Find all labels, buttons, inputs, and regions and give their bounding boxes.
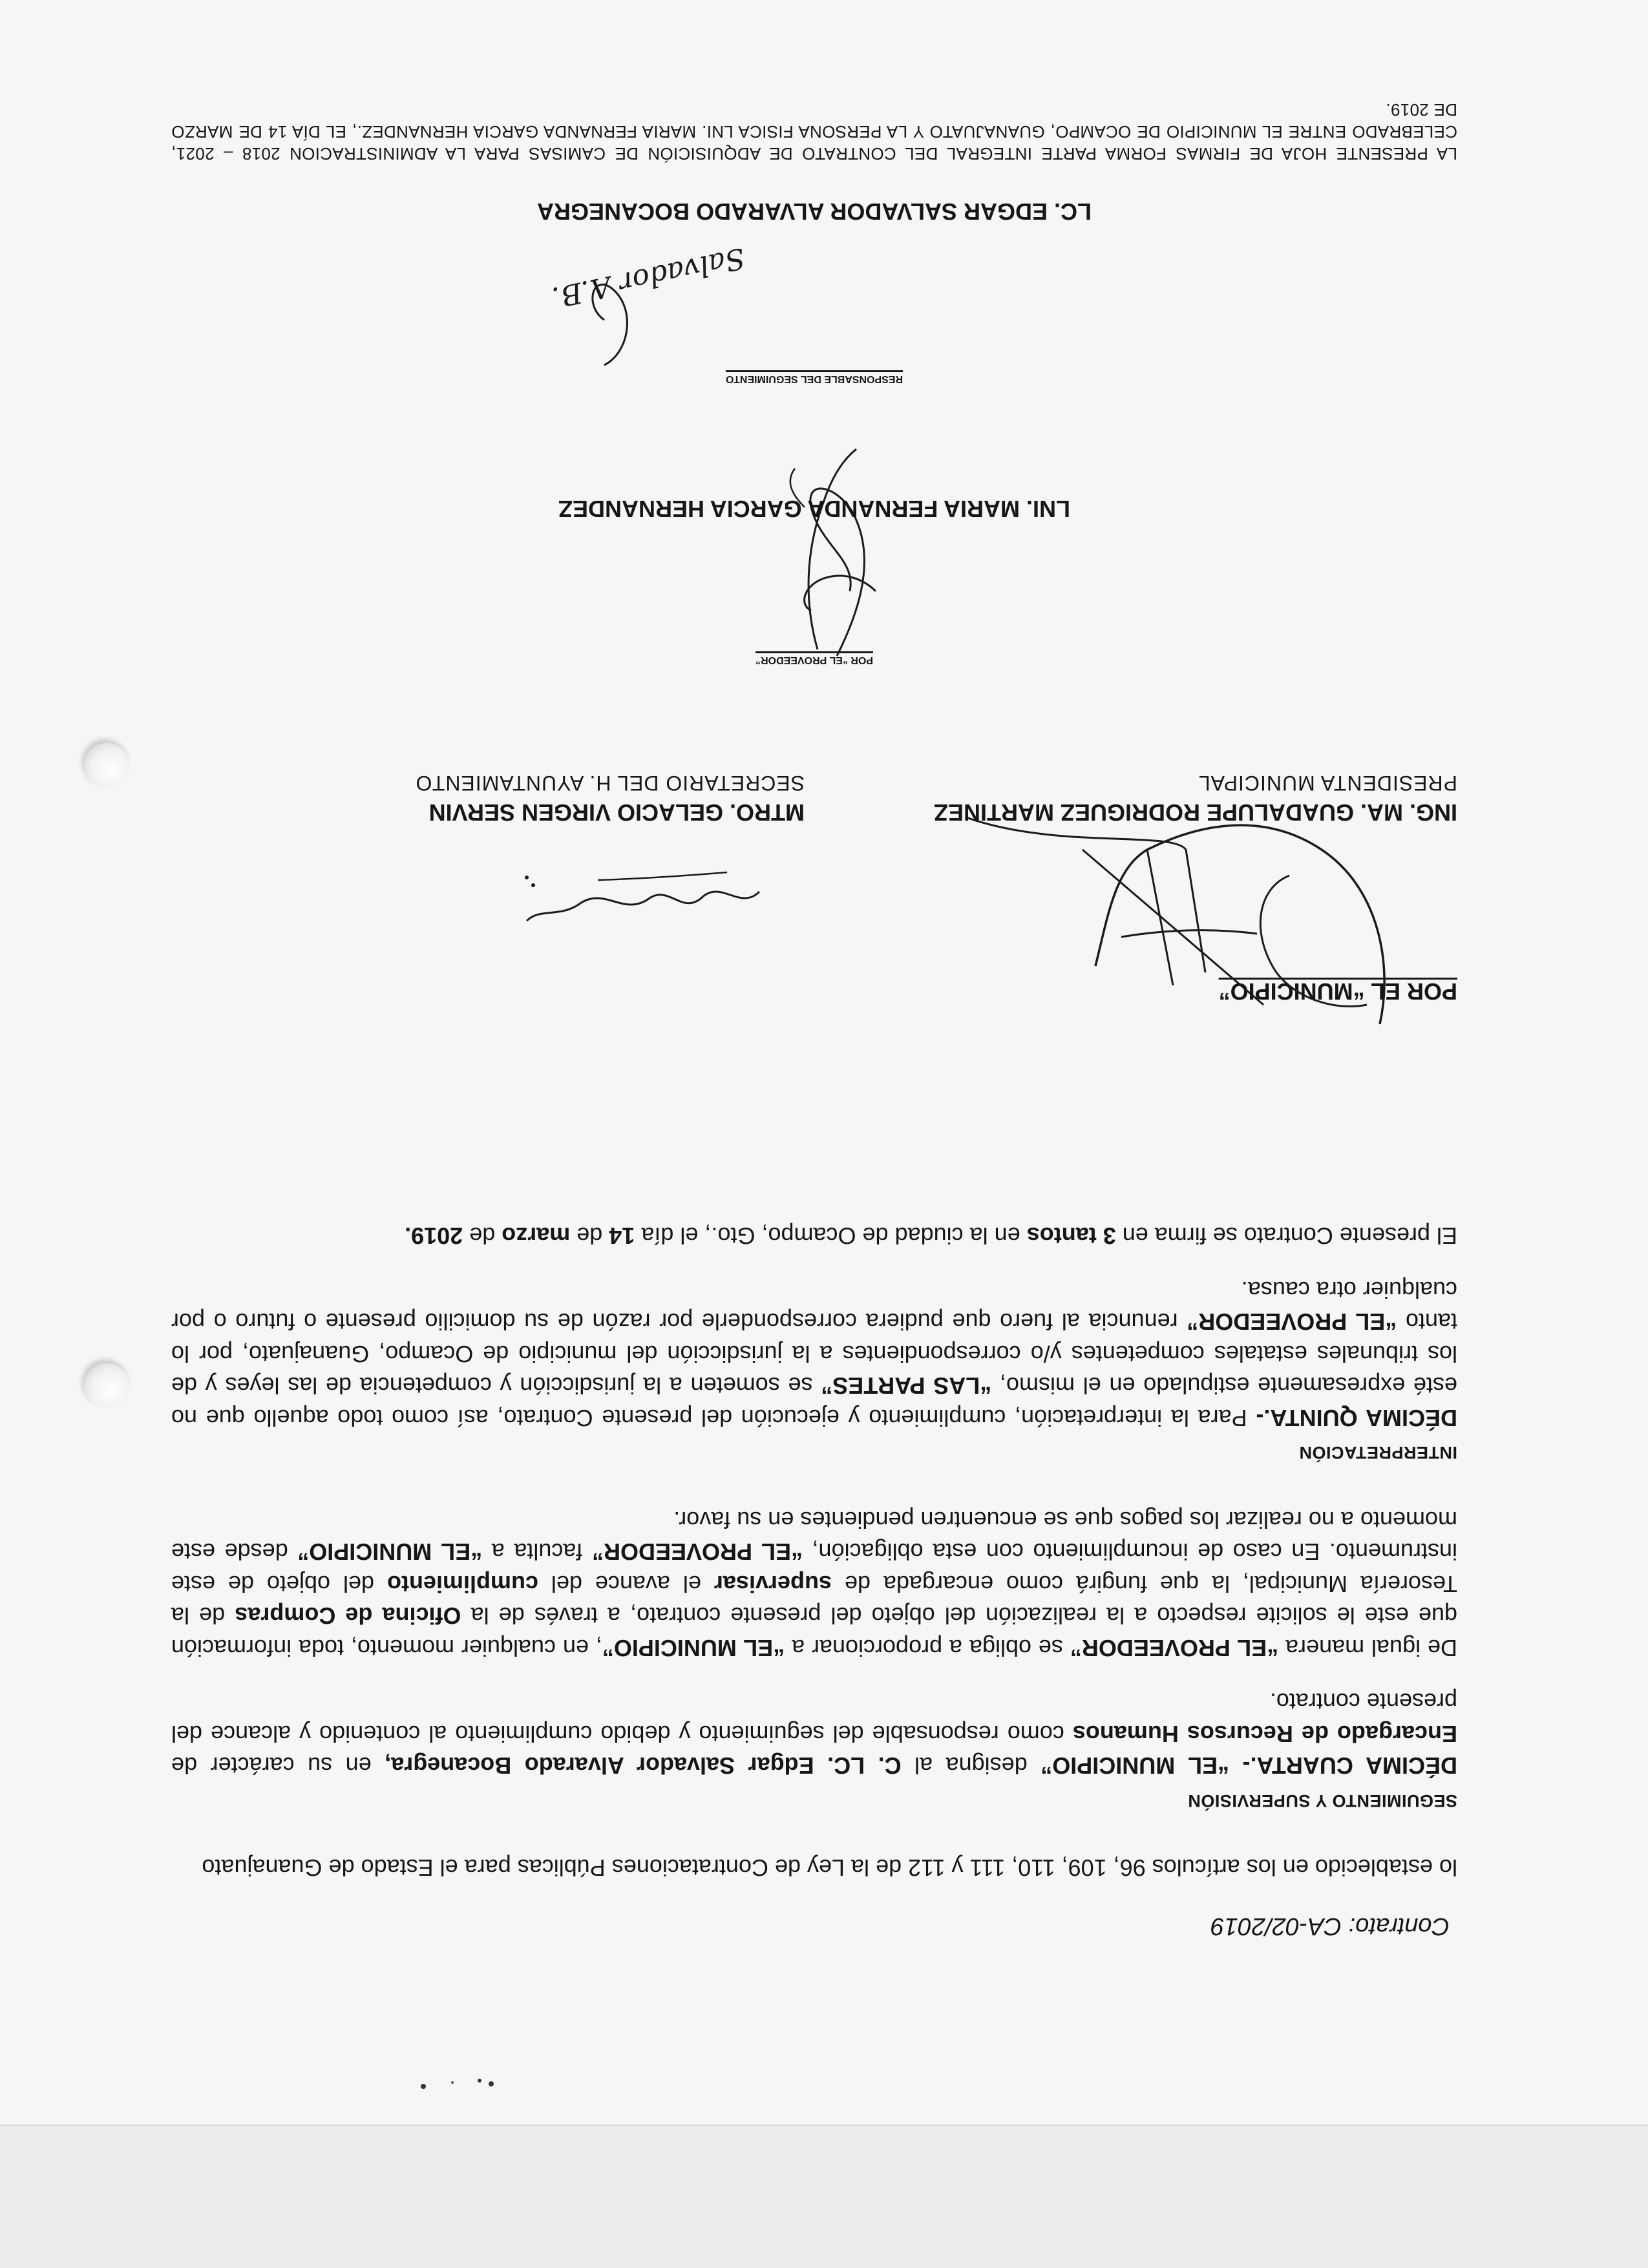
text: , en cualquier momento, toda información que este le solicite respecto a la realización del objeto del presente contrato, a través de la: [171, 1602, 1457, 1661]
text: el avance del: [538, 1571, 714, 1597]
closing-paragraph: [171, 1220, 1457, 1252]
punch-hole-lower: [84, 743, 129, 788]
text: renuncia al fuero que pudiera corresponderle por razón de su domicilio presente o futuro o por cualquier otra causa.: [171, 1277, 1457, 1336]
presidenta-name: ING. MA. GUADALUPE RODRIGUEZ MARTINEZ: [934, 799, 1457, 826]
signature-section: [171, 36, 1457, 1005]
party-municipio: “EL MUNICIPIO”: [602, 1635, 785, 1661]
month: marzo: [502, 1223, 571, 1250]
section-14-heading: SEGUIMIENTO Y SUPERVISIÓN: [1187, 1791, 1457, 1811]
proveedor-signature-header: POR “EL PROVEEDOR”: [755, 655, 873, 666]
presidenta-block: [818, 769, 1457, 827]
year: 2019.: [405, 1223, 463, 1250]
section-15-heading: INTERPRETACIÓN: [1298, 1443, 1457, 1463]
clause-14-lead: DÉCIMA CUARTA.- “EL MUNICIPIO”: [1041, 1752, 1457, 1780]
section-15-paragraph: [171, 1274, 1457, 1434]
intro-paragraph: lo establecido en los artículos 96, 109, 110, 111 y 112 de la Ley de Contrataciones Públicas para el Estado de Guanajuato: [202, 1854, 1457, 1882]
copies-count: 3 tantos: [1026, 1223, 1116, 1250]
oficina-compras: Oficina de Compras: [235, 1602, 461, 1630]
text: de la Tesorería Municipal, la que fungirá como encargada de: [171, 1571, 1457, 1630]
party-municipio: “EL MUNICIPIO”: [297, 1538, 483, 1566]
municipio-signature-header: POR EL “MUNICIPIO”: [1218, 978, 1457, 1005]
responsable-name: LC. EDGAR SALVADOR ALVARADO BOCANEGRA: [537, 198, 1092, 225]
text: de: [463, 1223, 502, 1250]
text: en la ciudad de Ocampo, Gto., el día: [635, 1223, 1027, 1250]
presidenta-role: PRESIDENTA MUNICIPAL: [1198, 772, 1457, 795]
responsable-signature-header: RESPONSABLE DEL SEGUIMIENTO: [725, 373, 903, 384]
party-proveedor: “EL PROVEEDOR”: [591, 1538, 803, 1566]
secretario-name: MTRO. GELACIO VIRGEN SERVIN: [428, 799, 805, 826]
section-14-paragraph-2: [171, 1504, 1457, 1664]
day: 14: [609, 1223, 635, 1250]
signature-page-footnote: LA PRESENTE HOJA DE FIRMAS FORMA PARTE INTEGRAL DEL CONTRATO DE ADQUISICIÓN DE CAMISAS PARA LA ADMINISTRACION 2018 – 2021, CELEBRADO ENTRE EL MUNICIPIO DE OCAMPO, GUANAJUATO Y LA PERSONA FISICA LNI. MARIA FERNANDA GARCIA HERNANDEZ., EL DÍA 14 DE MARZO DE 2019.: [171, 100, 1457, 163]
text: como responsable del seguimiento y debido cumplimiento al contenido y alcance del presente contrato.: [171, 1688, 1457, 1747]
signature-secretario: [520, 859, 766, 930]
section-14-paragraph-1: [171, 1686, 1457, 1782]
secretario-block: [171, 769, 805, 827]
text: se someten a la jurisdicción y competencia de las leyes y de los tribunales estatales competentes y/o correspondientes a la jurisdicción del municipio de Ocampo, Guanajuato, por lo tanto: [171, 1308, 1457, 1400]
las-partes: “LAS PARTES”: [821, 1372, 992, 1400]
responsable-block: [171, 373, 1457, 384]
text: El presente Contrato se firma en: [1115, 1223, 1457, 1250]
punch-hole-upper: [84, 1363, 129, 1409]
text: del objeto de este instrumento. En caso de incumplimiento con esta obligación,: [171, 1538, 1457, 1597]
secretario-role: SECRETARIO DEL H. AYUNTAMIENTO: [415, 772, 805, 795]
party-proveedor: “EL PROVEEDOR”: [1187, 1308, 1397, 1336]
handwritten-initials: Salvador A.B.: [549, 241, 748, 314]
document-body: [171, 1220, 1457, 1942]
text: desde este momento a no realizar los pagos que se encuentren pendientes en su favor.: [171, 1507, 1457, 1566]
contract-reference: Contrato: CA-02/2019: [1210, 1913, 1450, 1940]
responsible-title: Encargado de Recursos Humanos: [1072, 1721, 1457, 1747]
signature-proveedor: [721, 436, 953, 669]
proveedor-name: LNI. MARIA FERNANDA GARCIA HERNANDEZ: [558, 496, 1070, 522]
responsible-name: C. LC. Edgar Salvador Alvarado Bocanegra,: [385, 1752, 902, 1780]
scan-specks: [0, 2074, 1648, 2268]
text: en su carácter de: [171, 1752, 385, 1780]
signature-presidenta: [837, 798, 1419, 1044]
supervisar: supervisar: [713, 1571, 832, 1597]
clause-15-lead: DÉCIMA QUINTA.-: [1256, 1405, 1457, 1431]
text: designa al: [901, 1752, 1041, 1780]
text: se obliga a proporcionar a: [785, 1635, 1070, 1661]
text: De igual manera: [1278, 1635, 1457, 1661]
text: faculta a: [482, 1538, 592, 1566]
party-proveedor: “EL PROVEEDOR”: [1070, 1635, 1279, 1661]
cumplimiento: cumplimiento: [386, 1571, 538, 1597]
text: de: [570, 1223, 609, 1250]
text: Para la interpretación, cumplimiento y ejecución del presente Contrato, así como todo aquello que no esté expresamente estipulado en el mismo,: [171, 1372, 1457, 1431]
